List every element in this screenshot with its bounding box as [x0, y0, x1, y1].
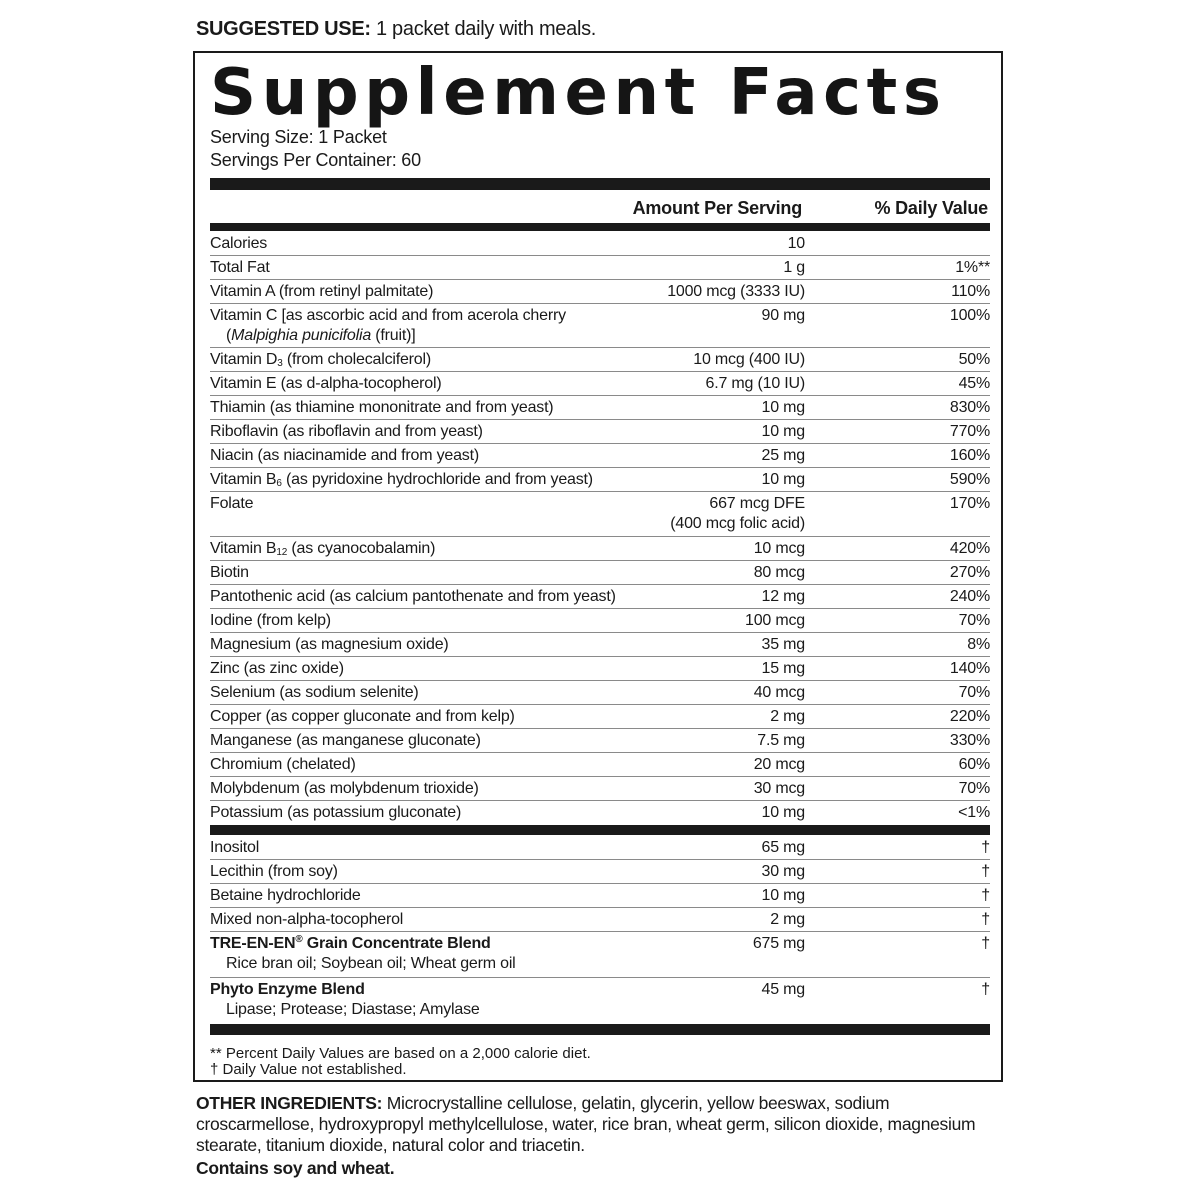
- nutrient-daily-value: 70%: [958, 684, 990, 701]
- nutrient-daily-value: 50%: [958, 351, 990, 368]
- nutrient-name-text: Vitamin B: [210, 540, 277, 557]
- nutrient-daily-value: 240%: [949, 588, 990, 605]
- footnote-daily-values: ** Percent Daily Values are based on a 2,000 calorie diet.: [210, 1045, 591, 1062]
- nutrient-name-text: Folate: [210, 495, 254, 512]
- nutrient-amount: 100 mcg: [745, 612, 805, 629]
- nutrient-row: [210, 907, 990, 932]
- serving-size: Serving Size: 1 Packet: [210, 127, 387, 147]
- thick-divider-middle: [210, 825, 990, 835]
- nutrient-row: [210, 491, 990, 537]
- nutrient-row: [210, 835, 990, 860]
- ingredient-amount: 2 mg: [770, 911, 805, 928]
- nutrient-amount: 667 mcg DFE: [709, 495, 805, 512]
- nutrient-name-text: Selenium (as sodium selenite): [210, 684, 419, 701]
- nutrient-row: [210, 419, 990, 444]
- nutrient-amount: 10 mg: [761, 399, 805, 416]
- nutrient-row: [210, 800, 990, 824]
- nutrient-name: [210, 446, 479, 466]
- nutrient-daily-value: 770%: [949, 423, 990, 440]
- nutrient-amount-line2: (400 mcg folic acid): [670, 515, 805, 532]
- blend-ingredients: Lipase; Protease; Diastase; Amylase: [226, 1001, 480, 1018]
- nutrient-amount: 10 mg: [761, 423, 805, 440]
- nutrient-name-text: Vitamin E (as d-alpha-tocopherol): [210, 375, 442, 392]
- suggested-use-text: 1 packet daily with meals.: [370, 18, 597, 40]
- footnote-not-established: † Daily Value not established.: [210, 1061, 407, 1078]
- nutrient-name: [210, 374, 441, 394]
- nutrient-amount: 7.5 mg: [757, 732, 805, 749]
- nutrient-name: [210, 258, 270, 278]
- nutrient-daily-value: 70%: [958, 780, 990, 797]
- ingredient-amount: 30 mg: [761, 863, 805, 880]
- thick-divider-header: [210, 223, 990, 231]
- nutrient-name: [210, 755, 356, 775]
- nutrient-row: [210, 704, 990, 729]
- ingredient-name: Inositol: [210, 839, 260, 856]
- nutrient-amount: 10 mcg: [753, 540, 805, 557]
- nutrient-amount: 2 mg: [770, 708, 805, 725]
- nutrient-row: [210, 279, 990, 304]
- nutrient-name: [210, 398, 553, 418]
- nutrient-row: [210, 608, 990, 633]
- suggested-use-label: SUGGESTED USE:: [196, 18, 371, 40]
- nutrient-daily-value: 270%: [949, 564, 990, 581]
- blend-name-main: TRE-EN-EN: [210, 935, 296, 952]
- nutrient-name: [210, 587, 616, 607]
- nutrient-subscript: 12: [276, 547, 288, 558]
- nutrient-row: [210, 931, 990, 978]
- nutrient-row: [210, 536, 990, 561]
- nutrient-name-text: Manganese (as manganese gluconate): [210, 732, 481, 749]
- nutrient-amount: 25 mg: [761, 447, 805, 464]
- nutrient-name: [210, 683, 419, 703]
- blend-name: [210, 980, 365, 1000]
- nutrient-daily-value: 330%: [949, 732, 990, 749]
- nutrient-name: [210, 282, 433, 302]
- nutrient-name-text: Vitamin C [as ascorbic acid and from acerola cherry: [210, 307, 566, 324]
- nutrient-name-text: Magnesium (as magnesium oxide): [210, 636, 449, 653]
- nutrient-daily-value: 160%: [949, 447, 990, 464]
- nutrient-amount: 1000 mcg (3333 IU): [667, 283, 805, 300]
- other-ingredients-text: Microcrystalline cellulose, gelatin, glycerin, yellow beeswax, sodium croscarmellose, hydroxypropyl methylcellulose, water, rice bran, wheat germ, silicon dioxide, magnesium stearate, titanium dioxide, natural color and triacetin.: [196, 1093, 976, 1155]
- nutrient-daily-value: 70%: [958, 612, 990, 629]
- nutrient-amount: 6.7 mg (10 IU): [705, 375, 805, 392]
- nutrient-amount: 20 mcg: [753, 756, 805, 773]
- nutrient-name-text: Vitamin D: [210, 351, 278, 368]
- nutrient-name-text: Vitamin B: [210, 471, 277, 488]
- nutrient-row: [210, 255, 990, 280]
- thick-divider-top: [210, 178, 990, 190]
- header-amount: Amount Per Serving: [632, 198, 802, 218]
- nutrient-name-text: Riboflavin (as riboflavin and from yeast): [210, 423, 483, 440]
- blend-amount: 675 mg: [752, 935, 805, 952]
- nutrient-daily-value: 1%**: [955, 259, 990, 276]
- nutrient-name: [210, 494, 253, 514]
- nutrient-daily-value: 8%: [967, 636, 990, 653]
- nutrient-name: [210, 803, 461, 823]
- nutrient-name: [210, 635, 449, 655]
- blend-name-rest: Grain Concentrate Blend: [302, 935, 491, 952]
- blend-name-main: Phyto Enzyme Blend: [210, 981, 365, 998]
- nutrient-row: [210, 347, 990, 372]
- botanical-name: Malpighia punicifolia: [231, 327, 372, 344]
- nutrient-daily-value: 60%: [958, 756, 990, 773]
- nutrient-row: [210, 467, 990, 492]
- nutrient-name: [210, 779, 479, 799]
- nutrient-row: [210, 231, 990, 256]
- nutrient-row: [210, 303, 990, 348]
- nutrient-name: [210, 731, 481, 751]
- nutrient-daily-value: 590%: [949, 471, 990, 488]
- nutrient-name: [210, 659, 344, 679]
- nutrient-row: [210, 443, 990, 468]
- blend-amount: 45 mg: [761, 981, 805, 998]
- nutrient-amount: 80 mcg: [753, 564, 805, 581]
- nutrient-amount: 15 mg: [761, 660, 805, 677]
- ingredient-daily-value: †: [981, 911, 990, 928]
- ingredient-daily-value: †: [981, 839, 990, 856]
- servings-per-container: Servings Per Container: 60: [210, 150, 421, 170]
- nutrient-amount: 90 mg: [761, 307, 805, 324]
- nutrient-name-suffix: (from cholecalciferol): [282, 351, 431, 368]
- nutrient-row: [210, 776, 990, 801]
- ingredient-daily-value: †: [981, 863, 990, 880]
- nutrient-name: [210, 707, 515, 727]
- nutrient-amount: 10 mcg (400 IU): [693, 351, 805, 368]
- nutrient-name-suffix: (as cyanocobalamin): [287, 540, 436, 557]
- nutrient-row: [210, 560, 990, 585]
- nutrient-amount: 1 g: [783, 259, 805, 276]
- nutrient-name-line2: (Malpighia punicifolia (fruit)]: [226, 327, 416, 344]
- nutrient-subscript: 3: [277, 358, 283, 369]
- nutrient-daily-value: 220%: [949, 708, 990, 725]
- other-ingredients-label: OTHER INGREDIENTS:: [196, 1093, 383, 1113]
- thick-divider-bottom: [210, 1024, 990, 1035]
- nutrient-daily-value: 45%: [958, 375, 990, 392]
- nutrient-daily-value: 100%: [949, 307, 990, 324]
- nutrient-name-text: Zinc (as zinc oxide): [210, 660, 344, 677]
- nutrient-name-text: Biotin: [210, 564, 249, 581]
- nutrient-row: [210, 883, 990, 908]
- nutrient-name-text: Pantothenic acid (as calcium pantothenate and from yeast): [210, 588, 616, 605]
- nutrient-name: [210, 234, 267, 254]
- nutrient-daily-value: 140%: [949, 660, 990, 677]
- nutrient-daily-value: 170%: [949, 495, 990, 512]
- nutrient-row: [210, 395, 990, 420]
- nutrient-name-text: Iodine (from kelp): [210, 612, 331, 629]
- nutrient-daily-value: <1%: [958, 804, 990, 821]
- ingredient-name: Mixed non-alpha-tocopherol: [210, 911, 404, 928]
- nutrient-amount: 12 mg: [761, 588, 805, 605]
- botanical-part: (fruit)]: [371, 327, 416, 344]
- ingredient-amount: 10 mg: [761, 887, 805, 904]
- nutrient-name-text: Chromium (chelated): [210, 756, 356, 773]
- ingredient-name: Lecithin (from soy): [210, 863, 338, 880]
- nutrient-daily-value: 830%: [949, 399, 990, 416]
- nutrient-row: [210, 859, 990, 884]
- blend-daily-value: †: [981, 935, 990, 952]
- nutrient-name-text: Molybdenum (as molybdenum trioxide): [210, 780, 479, 797]
- panel-title: Supplement Facts: [210, 56, 947, 130]
- blend-name: [210, 934, 491, 954]
- nutrient-name: [210, 563, 249, 583]
- nutrient-row: [210, 752, 990, 777]
- nutrient-name: [210, 306, 566, 326]
- nutrient-row: [210, 656, 990, 681]
- ingredient-daily-value: †: [981, 887, 990, 904]
- nutrient-name-text: Copper (as copper gluconate and from kelp): [210, 708, 515, 725]
- header-daily-value: % Daily Value: [874, 198, 988, 218]
- nutrient-amount: 30 mcg: [753, 780, 805, 797]
- nutrient-name-text: Niacin (as niacinamide and from yeast): [210, 447, 479, 464]
- nutrient-daily-value: 110%: [951, 283, 990, 300]
- nutrient-name-text: Vitamin A (from retinyl palmitate): [210, 283, 434, 300]
- nutrient-row: [210, 680, 990, 705]
- ingredient-amount: 65 mg: [761, 839, 805, 856]
- ingredient-name: Betaine hydrochloride: [210, 887, 361, 904]
- nutrient-row: [210, 632, 990, 657]
- allergen-statement: Contains soy and wheat.: [196, 1158, 395, 1178]
- nutrient-amount: 10 mg: [761, 804, 805, 821]
- nutrient-name-suffix: (as pyridoxine hydrochloride and from yeast): [281, 471, 593, 488]
- nutrient-name: [210, 422, 483, 442]
- nutrient-name-text: Total Fat: [210, 259, 270, 276]
- nutrient-row: [210, 728, 990, 753]
- nutrient-row: [210, 584, 990, 609]
- nutrient-amount: 40 mcg: [753, 684, 805, 701]
- nutrient-name-text: Thiamin (as thiamine mononitrate and from yeast): [210, 399, 554, 416]
- nutrient-amount: 35 mg: [761, 636, 805, 653]
- nutrient-amount: 10 mg: [761, 471, 805, 488]
- other-ingredients: [196, 1093, 996, 1156]
- nutrient-subscript: 6: [276, 478, 282, 489]
- blend-ingredients: Rice bran oil; Soybean oil; Wheat germ oil: [226, 955, 516, 972]
- suggested-use: [196, 18, 596, 41]
- nutrient-name-text: Calories: [210, 235, 268, 252]
- nutrient-amount: 10: [787, 235, 805, 252]
- nutrient-name: [210, 611, 331, 631]
- nutrient-daily-value: 420%: [949, 540, 990, 557]
- registered-mark: ®: [295, 934, 303, 945]
- blend-daily-value: †: [981, 981, 990, 998]
- supplement-facts-panel: [193, 51, 1003, 1082]
- nutrient-row: [210, 977, 990, 1021]
- nutrient-row: [210, 371, 990, 396]
- nutrient-name-text: Potassium (as potassium gluconate): [210, 804, 462, 821]
